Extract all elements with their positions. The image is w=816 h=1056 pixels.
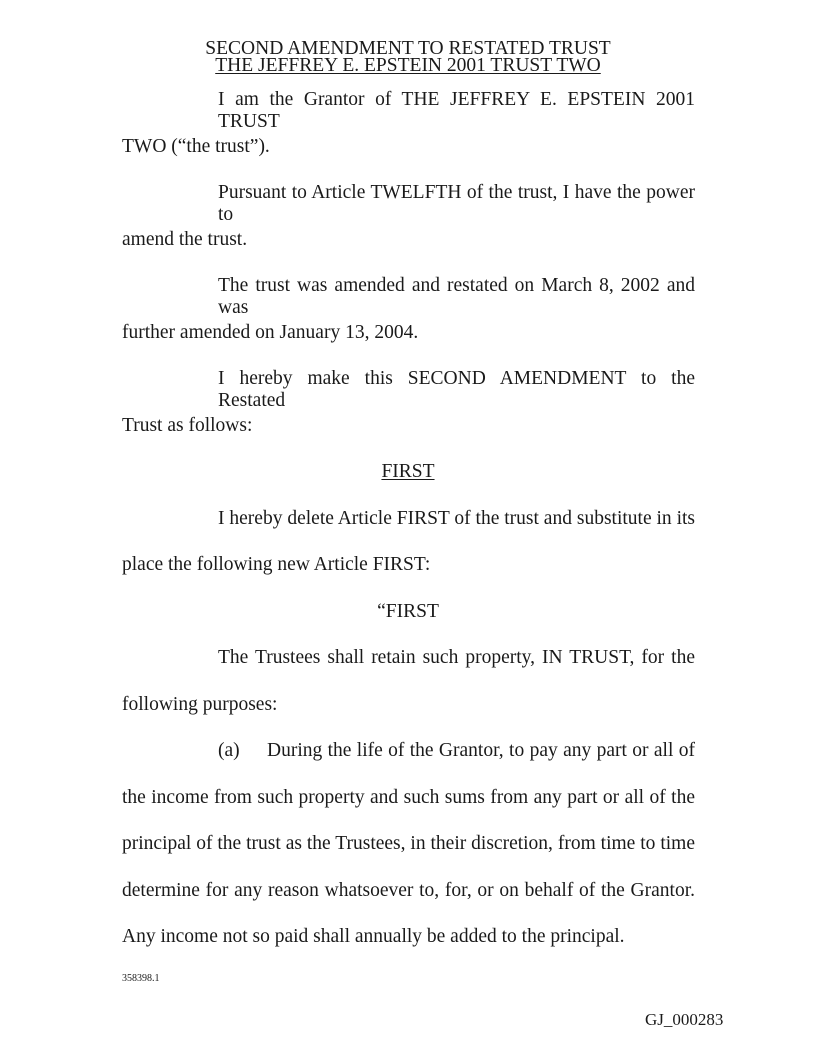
paragraph-line: Pursuant to Article TWELFTH of the trust, I have the power to	[218, 182, 695, 225]
document-title-line2	[0, 55, 816, 77]
paragraph-line: Any income not so paid shall annually be added to the principal.	[122, 926, 625, 947]
paragraph-line: further amended on January 13, 2004.	[122, 322, 419, 343]
subparagraph-label: (a)	[218, 740, 240, 761]
paragraph-line: amend the trust.	[122, 229, 248, 250]
paragraph-line: principal of the trust as the Trustees, in their discretion, from time to time	[122, 833, 695, 854]
paragraph-line: following purposes:	[122, 694, 278, 715]
paragraph-line: The Trustees shall retain such property, IN TRUST, for the	[218, 647, 695, 668]
paragraph-line: I am the Grantor of THE JEFFREY E. EPSTEIN 2001 TRUST	[218, 89, 695, 132]
paragraph-line: place the following new Article FIRST:	[122, 554, 431, 575]
paragraph-line: Trust as follows:	[122, 415, 253, 436]
document-title-line1: SECOND AMENDMENT TO RESTATED TRUST	[205, 38, 611, 59]
title-underlined: THE JEFFREY E. EPSTEIN 2001 TRUST TWO	[215, 55, 601, 76]
bates-number: GJ_000283	[645, 1010, 724, 1029]
section-heading-first	[0, 461, 816, 483]
paragraph-line: The trust was amended and restated on March 8, 2002 and was	[218, 275, 695, 318]
paragraph-line: determine for any reason whatsoever to, for, or on behalf of the Grantor.	[122, 880, 695, 901]
paragraph-line: TWO (“the trust”).	[122, 136, 270, 157]
paragraph-line: I hereby delete Article FIRST of the trust and substitute in its	[218, 508, 695, 529]
subparagraph-text: During the life of the Grantor, to pay any part or all of	[267, 740, 695, 761]
document-number: 358398.1	[122, 973, 160, 984]
subparagraph-line	[218, 740, 695, 762]
paragraph-line: I hereby make this SECOND AMENDMENT to the Restated	[218, 368, 695, 411]
article-heading-first: “FIRST	[377, 601, 439, 622]
heading-text: FIRST	[381, 461, 435, 482]
paragraph-line: the income from such property and such sums from any part or all of the	[122, 787, 695, 808]
